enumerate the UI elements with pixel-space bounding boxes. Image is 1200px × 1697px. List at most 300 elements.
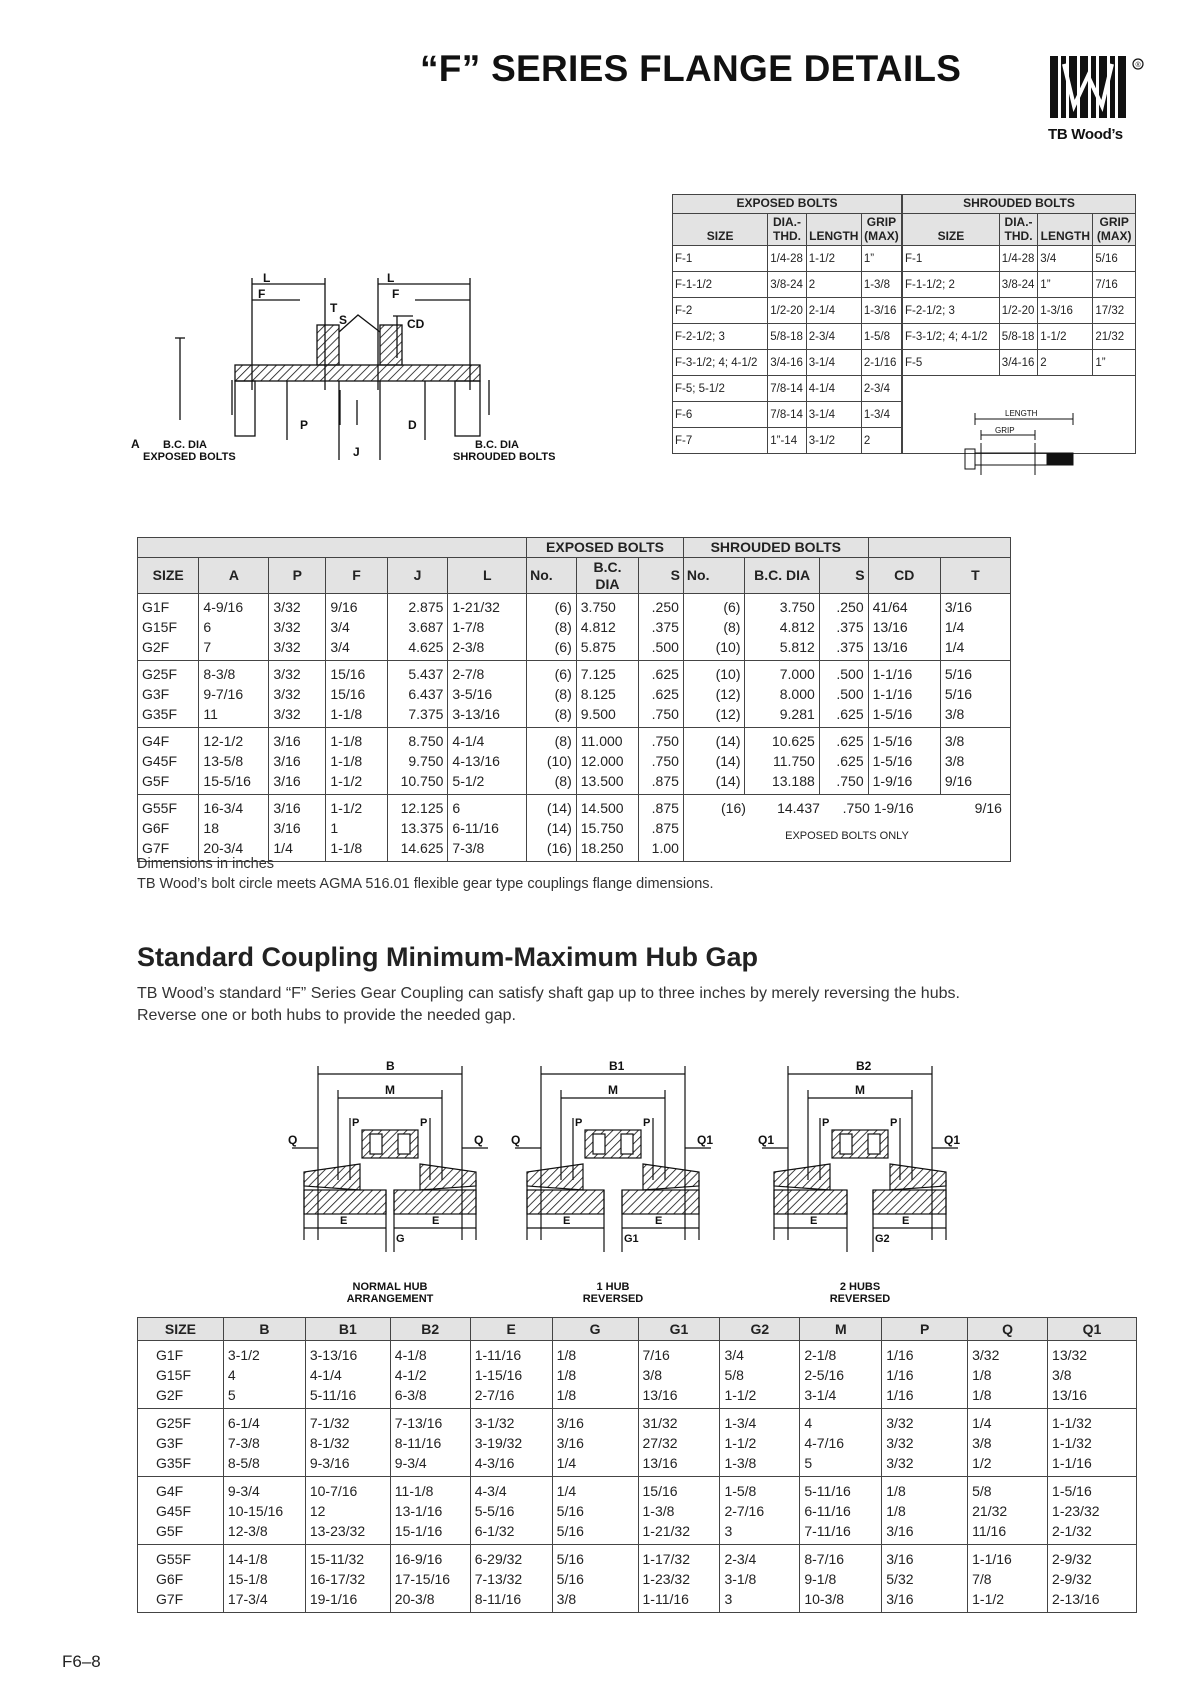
hub-value: 1-5/8 xyxy=(724,1483,757,1499)
flange-col-header: B.C. DIA xyxy=(745,557,819,594)
flange-cell xyxy=(138,795,199,862)
flange-value: 15-5/16 xyxy=(203,773,251,790)
flange-value: (6) xyxy=(554,599,572,616)
hub-value: G25F xyxy=(156,1415,192,1431)
flange-value: .750 xyxy=(836,773,864,790)
bolt-cell: 1/4-28 xyxy=(768,246,807,272)
hub-value: 11/16 xyxy=(972,1523,1007,1539)
flange-value: (14) xyxy=(546,800,572,817)
flange-col-header: T xyxy=(940,557,1010,594)
flange-value: 2-3/8 xyxy=(452,639,485,656)
flange-value: G2F xyxy=(142,639,170,656)
intro-paragraph-line1: TB Wood’s standard “F” Series Gear Coupling can satisfy shaft gap up to three inches by merely reversing the hubs. xyxy=(137,985,960,1002)
flange-value: .750 xyxy=(651,733,679,750)
flange-cell xyxy=(683,661,745,728)
dim-l-right-label: L xyxy=(387,271,395,285)
bolt-cell: 1” xyxy=(1093,350,1136,376)
flange-value: G45F xyxy=(142,753,178,770)
hub-value: G7F xyxy=(156,1591,184,1607)
bolt-cell: F-1-1/2; 2 xyxy=(902,272,999,298)
flange-value: (14) xyxy=(715,753,741,770)
hub-cell xyxy=(882,1341,968,1409)
hub-value: 5/16 xyxy=(556,1503,584,1519)
flange-value: G35F xyxy=(142,706,178,723)
flange-value: 10.750 xyxy=(400,773,444,790)
hub-value: 15-11/32 xyxy=(309,1551,365,1567)
flange-value: G4F xyxy=(142,733,170,750)
flange-value: 20-3/4 xyxy=(203,840,244,857)
bolt-cell: F-1 xyxy=(673,246,768,272)
dim-m-label: M xyxy=(855,1083,865,1097)
flange-cell xyxy=(387,661,448,728)
hub-value: G3F xyxy=(156,1435,184,1451)
bolt-cell: 17/32 xyxy=(1093,298,1136,324)
bolt-cell: 1/4-28 xyxy=(999,246,1038,272)
flange-cell xyxy=(819,661,868,728)
hub-value: 1/8 xyxy=(886,1483,906,1499)
flange-col-header: S xyxy=(639,557,684,594)
hub-cell xyxy=(470,1477,552,1545)
hub-size-group xyxy=(138,1341,1137,1409)
hub-value: 16-9/16 xyxy=(394,1551,443,1567)
hub-arrangement-diagram xyxy=(290,1060,490,1300)
hub-value: 1/4 xyxy=(556,1455,577,1471)
hub-value: 9-3/4 xyxy=(394,1455,427,1471)
hub-value: 4-7/16 xyxy=(804,1435,845,1451)
hub-value: 1-17/32 xyxy=(642,1551,690,1567)
flange-value: 12-1/2 xyxy=(203,733,244,750)
flange-value: G3F xyxy=(142,686,170,703)
hub-value: 13/32 xyxy=(1052,1347,1088,1363)
bc-dia-exposed-label: B.C. DIA xyxy=(163,439,207,451)
flange-value: 1-1/2 xyxy=(330,800,363,817)
flange-value: 5.437 xyxy=(408,666,444,683)
flange-value: 7-3/8 xyxy=(452,840,485,857)
flange-cell: 9/16 xyxy=(974,800,1002,817)
hub-cell xyxy=(552,1477,638,1545)
hub-value: 6-3/8 xyxy=(394,1387,427,1403)
flange-value: 7.000 xyxy=(779,666,815,683)
hub-value: 17-3/4 xyxy=(227,1591,268,1607)
flange-cell xyxy=(387,795,448,862)
flange-cell xyxy=(527,594,577,661)
hub-cell xyxy=(800,1477,882,1545)
bolt-table-row xyxy=(673,246,1136,272)
bolt-table-row xyxy=(673,376,1136,402)
flange-col-header: L xyxy=(448,557,527,594)
flange-col-header: No. xyxy=(527,557,577,594)
flange-cell xyxy=(387,728,448,795)
hub-value: 5/16 xyxy=(556,1551,584,1567)
flange-cell xyxy=(819,594,868,661)
dim-gap-label: G xyxy=(396,1233,405,1245)
flange-cell xyxy=(745,661,819,728)
hub-value: 4-3/16 xyxy=(474,1455,515,1471)
flange-cell xyxy=(527,728,577,795)
hub-arrangement-diagram xyxy=(760,1060,960,1300)
hub-value: 3/32 xyxy=(886,1435,914,1451)
bolt-cell: 3/4-16 xyxy=(999,350,1038,376)
flange-size-group xyxy=(138,728,1011,795)
bolt-cell: 2-1/16 xyxy=(861,350,902,376)
flange-value: (16) xyxy=(546,840,572,857)
hub-value: 15-1/8 xyxy=(227,1571,268,1587)
hub-value: 19-1/16 xyxy=(309,1591,358,1607)
dim-b-label: B2 xyxy=(856,1059,872,1073)
hub-value: 8-7/16 xyxy=(804,1551,845,1567)
bolt-cell: 1-1/2 xyxy=(806,246,861,272)
hub-value: 3-1/2 xyxy=(227,1347,260,1363)
dim-a-label: A xyxy=(131,437,140,451)
flange-value: .375 xyxy=(836,619,864,636)
brand-name: TB Wood’s xyxy=(1048,126,1123,143)
flange-cell xyxy=(868,594,940,661)
flange-cell xyxy=(448,795,527,862)
hub-value: 1-23/32 xyxy=(642,1571,690,1587)
hub-value: 5-11/16 xyxy=(309,1387,357,1403)
hub-value: 6-29/32 xyxy=(474,1551,523,1567)
shrouded-bolts-header: SHROUDED BOLTS xyxy=(902,195,1135,214)
hub-cell xyxy=(720,1409,800,1477)
hub-value: 1/8 xyxy=(972,1367,992,1383)
flange-cell xyxy=(199,795,269,862)
flange-value: 1-1/8 xyxy=(330,706,363,723)
bolt-cell: 2-3/4 xyxy=(806,324,861,350)
bolt-cell: F-3-1/2; 4; 4-1/2 xyxy=(673,350,768,376)
flange-value: 1.00 xyxy=(651,840,679,857)
flange-value: 9.281 xyxy=(779,706,815,723)
bolt-cell: 2-1/4 xyxy=(806,298,861,324)
flange-value: 14.500 xyxy=(580,800,624,817)
hub-value: 3-1/32 xyxy=(474,1415,515,1431)
hub-value: 5 xyxy=(804,1455,813,1471)
hub-diagram-caption xyxy=(800,1281,920,1305)
hub-diagram-caption xyxy=(330,1281,450,1305)
hub-col-header xyxy=(720,1318,800,1341)
hub-value: 15/16 xyxy=(642,1483,678,1499)
flange-value: 11.750 xyxy=(773,753,815,770)
flange-value: .875 xyxy=(651,820,679,837)
flange-cell xyxy=(745,728,819,795)
flange-value: 1/4 xyxy=(273,840,293,857)
flange-value: (14) xyxy=(715,773,741,790)
flange-value: 11.000 xyxy=(580,733,623,750)
hub-cell xyxy=(305,1409,390,1477)
hub-value: 3/16 xyxy=(886,1523,914,1539)
bolt-cell: 2 xyxy=(861,428,902,454)
hub-value: 9-3/16 xyxy=(309,1455,350,1471)
hub-caption-line1: NORMAL HUB xyxy=(352,1281,428,1293)
dim-q-left-label: Q1 xyxy=(758,1133,775,1147)
flange-cell xyxy=(199,661,269,728)
bolt-table-row xyxy=(673,350,1136,376)
flange-col-header: CD xyxy=(868,557,940,594)
hub-value: 11-1/8 xyxy=(394,1483,434,1499)
flange-cell: 1-9/16 xyxy=(873,800,914,817)
hub-value: 16-17/32 xyxy=(309,1571,366,1587)
hub-col-header xyxy=(305,1318,390,1341)
flange-value: 14.625 xyxy=(400,840,444,857)
bolt-cell: 3/8-24 xyxy=(768,272,807,298)
hub-value: 5-5/16 xyxy=(474,1503,515,1519)
hub-cell xyxy=(882,1545,968,1613)
hub-value: 20-3/8 xyxy=(394,1591,435,1607)
hub-col-header-text: G2 xyxy=(750,1321,770,1337)
dim-q-right-label: Q xyxy=(474,1133,484,1147)
flange-value: 15/16 xyxy=(330,686,366,703)
flange-value: 4.625 xyxy=(408,639,444,656)
hub-value: 5/16 xyxy=(556,1523,584,1539)
flange-cell xyxy=(269,728,326,795)
hub-size-group xyxy=(138,1477,1137,1545)
hub-value: 7-11/16 xyxy=(804,1523,851,1539)
dim-e-left-label: E xyxy=(563,1215,571,1227)
dim-d-label: D xyxy=(408,418,417,432)
bolt-cell: 1” xyxy=(1038,272,1093,298)
hub-value: 27/32 xyxy=(642,1435,678,1451)
flange-value: .875 xyxy=(651,800,679,817)
flange-value: 16-3/4 xyxy=(203,800,244,817)
flange-value: .625 xyxy=(836,753,864,770)
hub-cell xyxy=(138,1477,224,1545)
bolt-table-row xyxy=(673,298,1136,324)
flange-value: 3-13/16 xyxy=(452,706,500,723)
hub-cell xyxy=(223,1409,305,1477)
flange-cell xyxy=(326,795,387,862)
flange-value: (8) xyxy=(554,619,572,636)
flange-value: 7.125 xyxy=(580,666,616,683)
hub-value: 1-3/4 xyxy=(724,1415,757,1431)
bolt-cell: 2 xyxy=(806,272,861,298)
hub-value: 10-15/16 xyxy=(227,1503,284,1519)
flange-col-header: A xyxy=(199,557,269,594)
flange-value: 3/32 xyxy=(273,686,301,703)
hub-value: 3-1/4 xyxy=(804,1387,837,1403)
flange-value: 8-3/8 xyxy=(203,666,236,683)
bolt-cell: F-2-1/2; 3 xyxy=(673,324,768,350)
flange-cell: (16) xyxy=(721,800,746,817)
hub-value: 5/8 xyxy=(724,1367,744,1383)
flange-value: 10.625 xyxy=(771,733,815,750)
hub-value: 3/32 xyxy=(886,1415,914,1431)
flange-value: 3.750 xyxy=(779,599,815,616)
bolt-cell: 7/8-14 xyxy=(768,376,807,402)
flange-value: 41/64 xyxy=(872,599,908,616)
hub-cell xyxy=(390,1545,470,1613)
hub-diagram-caption xyxy=(553,1281,673,1305)
bolt-cell: 7/16 xyxy=(1093,272,1136,298)
flange-value: 4-1/4 xyxy=(452,733,485,750)
shrouded-g55f-cell xyxy=(683,795,1010,862)
hub-cell xyxy=(305,1545,390,1613)
flange-value: 1-5/16 xyxy=(872,733,913,750)
hub-cell xyxy=(968,1477,1048,1545)
hub-caption-line2: ARRANGEMENT xyxy=(346,1293,434,1305)
flange-cell xyxy=(527,795,577,862)
hub-col-header: G xyxy=(552,1318,638,1341)
hub-cell xyxy=(223,1341,305,1409)
flange-value: 3.750 xyxy=(580,599,616,616)
bolt-cell: 7/8-14 xyxy=(768,402,807,428)
hub-value: 9-1/8 xyxy=(804,1571,837,1587)
hub-value: 7-13/32 xyxy=(474,1571,523,1587)
hub-cell xyxy=(138,1409,224,1477)
hub-value: 5/16 xyxy=(556,1571,584,1587)
flange-value: .500 xyxy=(651,639,679,656)
flange-value: 5.875 xyxy=(580,639,616,656)
hub-cell xyxy=(390,1477,470,1545)
hub-value: G1F xyxy=(156,1347,184,1363)
hub-value: 1-1/2 xyxy=(972,1591,1005,1607)
flange-cell xyxy=(576,728,638,795)
dim-p-right-label: P xyxy=(890,1117,898,1129)
flange-cell xyxy=(448,661,527,728)
flange-cell xyxy=(269,594,326,661)
hub-value: 13-23/32 xyxy=(309,1523,366,1539)
section-title: Standard Coupling Minimum-Maximum Hub Gap xyxy=(137,942,758,972)
hub-col-header: B xyxy=(223,1318,305,1341)
hub-value: 9-3/4 xyxy=(227,1483,260,1499)
hub-value: 2-9/32 xyxy=(1052,1571,1092,1587)
flange-col-header: SIZE xyxy=(138,557,199,594)
flange-size-group xyxy=(138,661,1011,728)
flange-value: (8) xyxy=(554,733,572,750)
dim-e-left-label: E xyxy=(340,1215,348,1227)
bolt-cell: 1-3/16 xyxy=(861,298,902,324)
bolt-cell: 1/2-20 xyxy=(999,298,1038,324)
dim-f-right-label: F xyxy=(392,287,400,301)
hub-caption-line1: 2 HUBS xyxy=(839,1281,881,1293)
flange-cell xyxy=(138,594,199,661)
hub-col-header: E xyxy=(470,1318,552,1341)
hub-value: 5/32 xyxy=(886,1571,914,1587)
flange-cell: 14.437 xyxy=(777,800,820,817)
hub-value: 2-13/16 xyxy=(1052,1591,1100,1607)
flange-value: 9-7/16 xyxy=(203,686,244,703)
flange-exposed-bolts-header: EXPOSED BOLTS xyxy=(527,538,684,558)
flange-cell xyxy=(448,728,527,795)
hub-value: 1-1/32 xyxy=(1052,1415,1092,1431)
hub-cell xyxy=(470,1341,552,1409)
flange-value: 13-5/8 xyxy=(203,753,244,770)
flange-cell xyxy=(326,594,387,661)
flange-value: 6-11/16 xyxy=(452,820,499,837)
flange-value: 12.000 xyxy=(580,753,624,770)
flange-dimensions-table xyxy=(137,537,1011,862)
bolt-cell: 1-5/8 xyxy=(861,324,902,350)
hub-value: 3 xyxy=(724,1523,733,1539)
flange-value: 3/32 xyxy=(273,599,301,616)
flange-value: 1-21/32 xyxy=(452,599,500,616)
hub-value: 5/8 xyxy=(972,1483,992,1499)
hub-cell xyxy=(638,1341,720,1409)
hub-cell xyxy=(800,1545,882,1613)
hub-value: 2-9/32 xyxy=(1052,1551,1092,1567)
hub-value: 3-13/16 xyxy=(309,1347,358,1363)
bolt-cell: F-2-1/2; 3 xyxy=(902,298,999,324)
hub-cell xyxy=(638,1409,720,1477)
flange-value: 9.500 xyxy=(580,706,616,723)
hub-value: 1/16 xyxy=(886,1347,914,1363)
hub-value: G15F xyxy=(156,1367,192,1383)
col-dia-thd: DIA.- THD. xyxy=(768,213,807,246)
flange-value: 1-1/16 xyxy=(872,686,913,703)
flange-value: 18 xyxy=(203,820,219,837)
dim-q-right-label: Q1 xyxy=(697,1133,714,1147)
hub-value: 6-11/16 xyxy=(804,1503,851,1519)
flange-value: 1-5/16 xyxy=(872,753,913,770)
dim-e-left-label: E xyxy=(810,1215,818,1227)
hub-value: 13/16 xyxy=(642,1387,678,1403)
dim-e-right-label: E xyxy=(655,1215,663,1227)
flange-value: 4.812 xyxy=(779,619,815,636)
hub-cell xyxy=(882,1477,968,1545)
bolt-cell: 3/4-16 xyxy=(768,350,807,376)
flange-value: 7.375 xyxy=(408,706,444,723)
hub-arrangement-diagram xyxy=(513,1060,713,1300)
hub-cell xyxy=(1048,1409,1137,1477)
bolt-cell: 3-1/2 xyxy=(806,428,861,454)
flange-value: 3/8 xyxy=(944,733,965,750)
dim-gap-label: G2 xyxy=(875,1233,890,1245)
flange-value: 8.750 xyxy=(408,733,444,750)
hub-value: 1-1/2 xyxy=(724,1435,757,1451)
flange-size-group xyxy=(138,594,1011,661)
hub-value: G45F xyxy=(156,1503,192,1519)
hub-cell xyxy=(390,1409,470,1477)
bolt-cell: 3/4 xyxy=(1038,246,1093,272)
hub-value: 1/16 xyxy=(886,1387,914,1403)
dim-p-right-label: P xyxy=(420,1117,428,1129)
hub-value: 12-3/8 xyxy=(227,1523,268,1539)
hub-caption-line2: REVERSED xyxy=(829,1293,891,1305)
flange-value: 3/4 xyxy=(330,639,350,656)
flange-value: 5/16 xyxy=(944,686,973,703)
hub-cell xyxy=(552,1409,638,1477)
hub-col-header-text: Q1 xyxy=(1082,1321,1102,1337)
flange-cell xyxy=(138,661,199,728)
flange-cell xyxy=(639,594,684,661)
hub-cell xyxy=(305,1477,390,1545)
flange-value: 13.500 xyxy=(580,773,624,790)
flange-value: 3/16 xyxy=(273,773,301,790)
page-title: “F” SERIES FLANGE DETAILS xyxy=(420,48,962,89)
hub-value: 1/16 xyxy=(886,1367,914,1383)
flange-cell xyxy=(138,728,199,795)
flange-value: G1F xyxy=(142,599,170,616)
flange-value: 1-1/8 xyxy=(330,753,363,770)
hub-value: 14-1/8 xyxy=(227,1551,268,1567)
hub-value: 3/8 xyxy=(972,1435,992,1451)
bolt-cell: 2 xyxy=(1038,350,1093,376)
hub-value: G35F xyxy=(156,1455,192,1471)
flange-col-header: B.C. DIA xyxy=(576,557,638,594)
bolt-cell: F-1-1/2 xyxy=(673,272,768,298)
dim-p-left-label: P xyxy=(575,1117,583,1129)
flange-col-header: F xyxy=(326,557,387,594)
shrouded-bolts-caption: SHROUDED BOLTS xyxy=(453,451,556,463)
hub-value: 7-3/8 xyxy=(227,1435,260,1451)
flange-value: (12) xyxy=(715,686,741,703)
dim-j-label: J xyxy=(353,445,360,459)
flange-value: .625 xyxy=(836,733,864,750)
hub-cell xyxy=(800,1341,882,1409)
flange-value: 3/16 xyxy=(273,800,301,817)
hub-value: 3/16 xyxy=(556,1435,584,1451)
dim-p-left-label: P xyxy=(822,1117,830,1129)
flange-value: 1-1/2 xyxy=(330,773,363,790)
col-size-shrouded: SIZE xyxy=(902,213,999,246)
